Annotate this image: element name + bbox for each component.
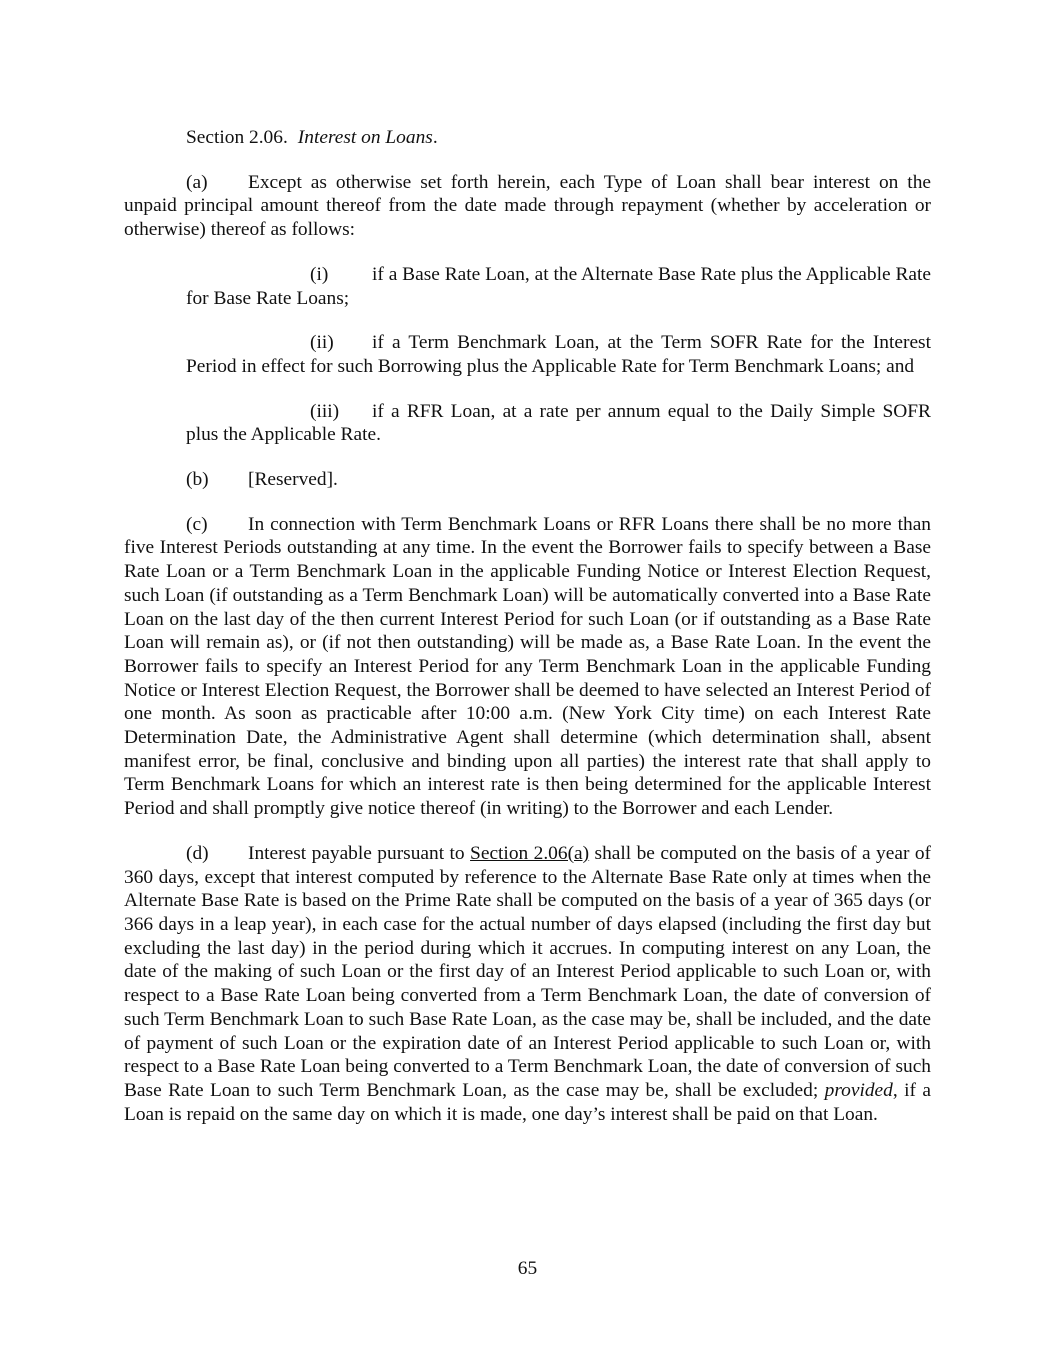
section-heading (124, 126, 931, 150)
paragraph-d-text-middle: shall be computed on the basis of a year of 360 days, except that interest computed by reference to the Alternate Base Rate only at times when the Alternate Base Rate is based on the Prime Rate shall be computed on the basis of a year of 365 days (or 366 days in a leap year), in each case for the actual number of days elapsed (including the first day but excluding the last day) in the period during which it accrues. In computing interest on any Loan, the date of the making of such Loan or the first day of an Interest Period applicable to such Loan or, with respect to a Base Rate Loan being converted from a Term Benchmark Loan, the date of conversion of such Term Benchmark Loan to such Base Rate Loan, as the case may be, shall be included, and the date of payment of such Loan or the expiration date of an Interest Period applicable to such Loan or, with respect to a Base Rate Loan being converted to a Term Benchmark Loan, the date of conversion of such Base Rate Loan to such Term Benchmark Loan, as the case may be, shall be excluded; (124, 842, 931, 1101)
paragraph-c-text: In connection with Term Benchmark Loans or RFR Loans there shall be no more than five Interest Periods outstanding at any time. In the event the Borrower fails to specify between a Base Rate Loan or a Term Benchmark Loan in the applicable Funding Notice or Interest Election Request, such Loan (if outstanding as a Term Benchmark Loan) will be automatically converted into a Base Rate Loan on the last day of the then current Interest Period for such Loan (or if outstanding as a Base Rate Loan will remain as), or (if not then outstanding) will be made as, a Base Rate Loan. In the event the Borrower fails to specify an Interest Period for any Term Benchmark Loan in the applicable Funding Notice or Interest Election Request, the Borrower shall be deemed to have selected an Interest Period of one month. As soon as practicable after 10:00 a.m. (New York City time) on each Interest Rate Determination Date, the Administrative Agent shall determine (which determination shall, absent manifest error, be final, conclusive and binding upon all parties) the interest rate that shall apply to Term Benchmark Loans for which an interest rate is then being determined for the applicable Interest Period and shall promptly give notice thereof (in writing) to the Borrower and each Lender. (124, 513, 931, 820)
paragraph-b-label: (b) (186, 469, 209, 491)
clause-i (186, 263, 931, 310)
section-reference-link: Section 2.06(a) (470, 842, 590, 864)
section-number: Section 2.06. (186, 127, 288, 148)
clause-i-label: (i) (310, 263, 329, 285)
clause-ii (186, 331, 931, 378)
page-number: 65 (517, 1258, 538, 1279)
clause-ii-label: (ii) (310, 332, 334, 354)
clause-iii (186, 400, 931, 447)
clause-iii-text: if a RFR Loan, at a rate per annum equal to the Daily Simple SOFR plus the Applicable Rate. (186, 400, 931, 446)
paragraph-c (124, 513, 931, 821)
proviso-term: provided (824, 1079, 893, 1101)
paragraph-d (124, 842, 931, 1126)
clause-i-text: if a Base Rate Loan, at the Alternate Base Rate plus the Applicable Rate for Base Rate Loans; (186, 263, 931, 309)
clause-ii-text: if a Term Benchmark Loan, at the Term SOFR Rate for the Interest Period in effect for such Borrowing plus the Applicable Rate for Term Benchmark Loans; and (186, 332, 931, 377)
document-body (124, 126, 931, 1147)
paragraph-d-text-end: , if a Loan is repaid on the same day on which it is made, one day’s interest shall be paid on that Loan. (124, 1079, 931, 1125)
section-title: Interest on Loans (297, 127, 433, 148)
paragraph-c-label: (c) (186, 513, 208, 535)
paragraph-d-text-start: Interest payable pursuant to (248, 842, 471, 864)
paragraph-d-label: (d) (186, 842, 209, 864)
clause-iii-label: (iii) (310, 400, 340, 422)
paragraph-a-label: (a) (186, 171, 208, 193)
paragraph-a-text: Except as otherwise set forth herein, each Type of Loan shall bear interest on the unpaid principal amount thereof from the date made through repayment (whether by acceleration or otherwise) thereof as follows: (124, 171, 931, 241)
paragraph-a (124, 171, 931, 242)
paragraph-b (124, 468, 931, 492)
paragraph-b-text: [Reserved]. (248, 469, 338, 491)
section-title-period: . (432, 127, 438, 148)
